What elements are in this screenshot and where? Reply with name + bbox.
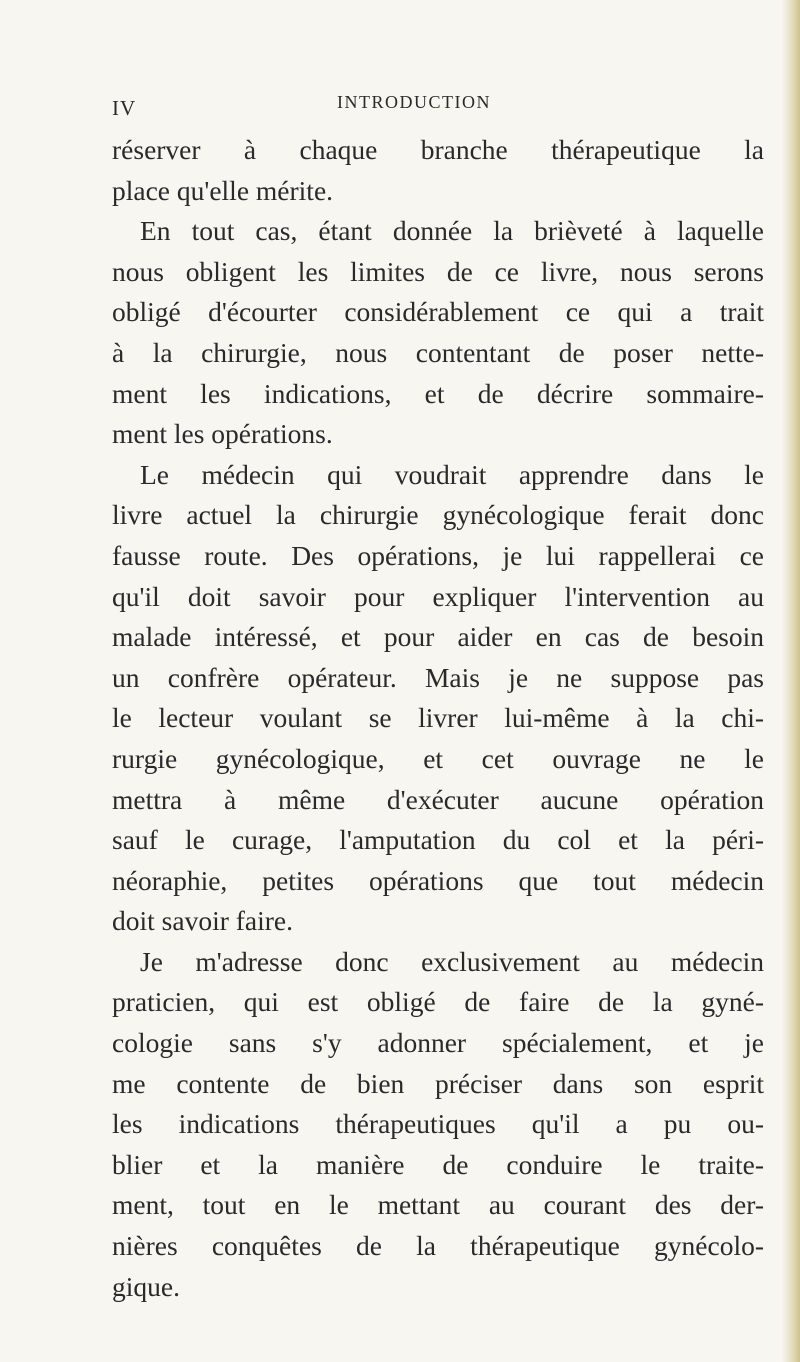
text-line: les indications thérapeutiques qu'il a pu ou-: [112, 1108, 764, 1140]
text-line: Je m'adresse donc exclusivement au médecin: [140, 945, 764, 977]
text-line: ment, tout en le mettant au courant des der-: [112, 1189, 764, 1221]
text-line: un confrère opérateur. Mais je ne suppose pas: [112, 661, 764, 693]
text-line: nières conquêtes de la thérapeutique gynécolo-: [112, 1230, 764, 1262]
text-line: qu'il doit savoir pour expliquer l'intervention au: [112, 580, 764, 612]
body-text: [112, 130, 764, 1307]
running-head: INTRODUCTION: [337, 92, 491, 112]
text-line: livre actuel la chirurgie gynécologique ferait donc: [112, 499, 764, 531]
text-line: néoraphie, petites opérations que tout médecin: [112, 864, 764, 896]
text-line: cologie sans s'y adonner spécialement, et je: [112, 1027, 764, 1059]
text-line: à la chirurgie, nous contentant de poser nette-: [112, 336, 764, 368]
page-edge-shadow: [782, 0, 800, 1362]
text-line: nous obligent les limites de ce livre, nous serons: [112, 255, 764, 287]
text-line: praticien, qui est obligé de faire de la gyné-: [112, 986, 764, 1018]
text-line: doit savoir faire.: [112, 905, 293, 937]
text-line: place qu'elle mérite.: [112, 174, 334, 206]
text-line: malade intéressé, et pour aider en cas de besoin: [112, 621, 764, 653]
text-line: En tout cas, étant donnée la brièveté à laquelle: [140, 215, 764, 247]
page-header: [0, 94, 800, 134]
text-line: rurgie gynécologique, et cet ouvrage ne le: [112, 742, 764, 774]
text-line: obligé d'écourter considérablement ce qui a trait: [112, 296, 764, 328]
text-line: réserver à chaque branche thérapeutique la: [112, 134, 764, 165]
text-line: le lecteur voulant se livrer lui-même à la chi-: [112, 702, 764, 734]
text-line: gique.: [112, 1270, 180, 1302]
page-number: IV: [112, 96, 137, 120]
text-line: ment les indications, et de décrire sommaire-: [112, 377, 764, 409]
text-line: me contente de bien préciser dans son esprit: [112, 1067, 764, 1099]
text-line: mettra à même d'exécuter aucune opération: [112, 783, 764, 815]
text-line: blier et la manière de conduire le traite-: [112, 1148, 764, 1180]
text-line: fausse route. Des opérations, je lui rappellerai ce: [112, 539, 764, 571]
text-line: ment les opérations.: [112, 418, 333, 450]
text-line: Le médecin qui voudrait apprendre dans le: [140, 458, 764, 490]
text-line: sauf le curage, l'amputation du col et la péri-: [112, 824, 764, 856]
